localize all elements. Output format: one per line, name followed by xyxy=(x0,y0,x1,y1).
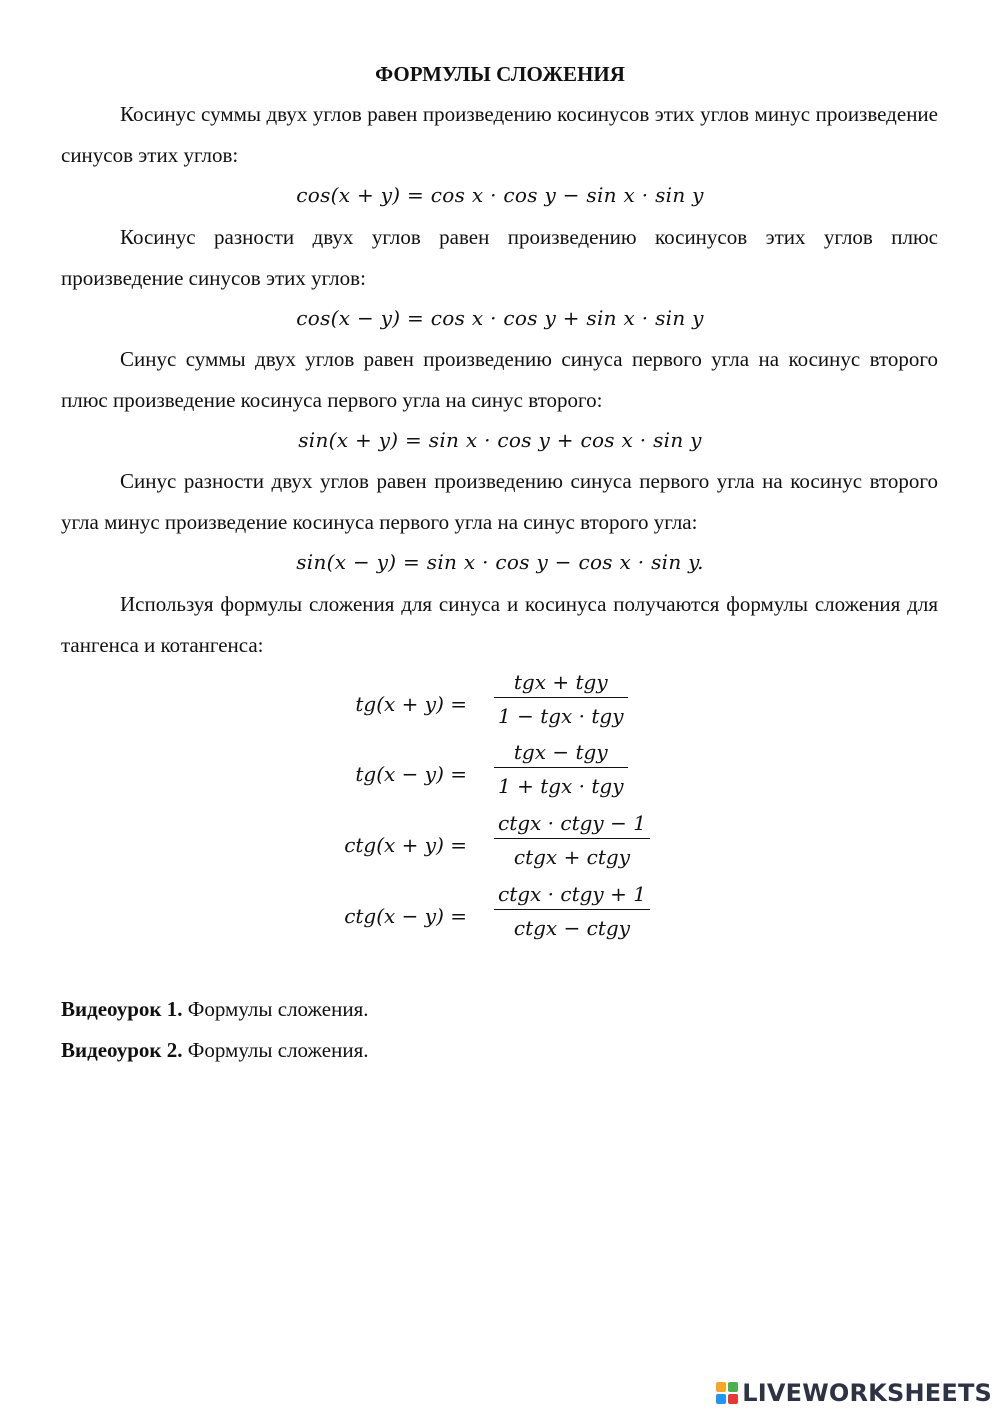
video-lesson-text: Формулы сложения. xyxy=(182,997,369,1021)
paragraph-cos-sum: Косинус суммы двух углов равен произведению косинусов этих углов минус произведение синусов этих углов: xyxy=(61,102,938,167)
video-lesson-text: Формулы сложения. xyxy=(182,1038,369,1062)
formula-lhs: ctg(x + y) = xyxy=(344,833,467,857)
liveworksheets-brand xyxy=(716,1380,992,1406)
fraction-numerator: tgx − tgy xyxy=(513,740,608,764)
formula-ctg-sum xyxy=(0,811,1000,881)
formula-cos-sum: cos(x + y) = cos x · cos y − sin x · sin y xyxy=(296,183,704,207)
fraction-numerator: ctgx · ctgy + 1 xyxy=(498,882,646,906)
video-lesson-label: Видеоурок 1. xyxy=(61,997,183,1021)
formula-lhs: ctg(x − y) = xyxy=(344,904,467,928)
fraction-denominator: 1 − tgx · tgy xyxy=(494,697,628,728)
formula-tg-diff xyxy=(0,740,1000,810)
formula-lhs: tg(x + y) = xyxy=(355,692,467,716)
formula-ctg-diff xyxy=(0,882,1000,952)
fraction xyxy=(494,670,628,728)
formula-cos-diff: cos(x − y) = cos x · cos y + sin x · sin y xyxy=(296,306,704,330)
fraction xyxy=(494,740,628,798)
fraction-denominator: 1 + tgx · tgy xyxy=(494,767,628,798)
paragraph-sin-diff: Синус разности двух углов равен произведению синуса первого угла на косинус второго угла минус произведение косинуса первого угла на синус второго угла: xyxy=(61,469,938,534)
fraction-numerator: ctgx · ctgy − 1 xyxy=(498,811,646,835)
fraction xyxy=(494,882,650,940)
video-lesson-label: Видеоурок 2. xyxy=(61,1038,183,1062)
formula-lhs: tg(x − y) = xyxy=(355,762,467,786)
page-title: ФОРМУЛЫ СЛОЖЕНИЯ xyxy=(375,62,625,86)
paragraph-sin-sum: Синус суммы двух углов равен произведению синуса первого угла на косинус второго плюс произведение косинуса первого угла на синус второго: xyxy=(61,347,938,412)
brand-name: LIVEWORKSHEETS xyxy=(742,1379,992,1407)
liveworksheets-logo-icon xyxy=(716,1382,738,1404)
video-lesson-2[interactable] xyxy=(61,1038,368,1063)
formula-sin-sum: sin(x + y) = sin x · cos y + cos x · sin y xyxy=(298,428,702,452)
video-lesson-1[interactable] xyxy=(61,997,368,1022)
paragraph-cos-diff: Косинус разности двух углов равен произведению косинусов этих углов плюс произведение синусов этих углов: xyxy=(61,225,938,290)
fraction-numerator: tgx + tgy xyxy=(513,670,608,694)
fraction xyxy=(494,811,650,869)
formula-tg-sum xyxy=(0,670,1000,740)
paragraph-tan-intro: Используя формулы сложения для синуса и косинуса получаются формулы сложения для тангенса и котангенса: xyxy=(61,592,938,657)
formula-sin-diff: sin(x − y) = sin x · cos y − cos x · sin y. xyxy=(296,550,704,574)
fraction-denominator: ctgx + ctgy xyxy=(494,838,650,869)
fraction-denominator: ctgx − ctgy xyxy=(494,909,650,940)
